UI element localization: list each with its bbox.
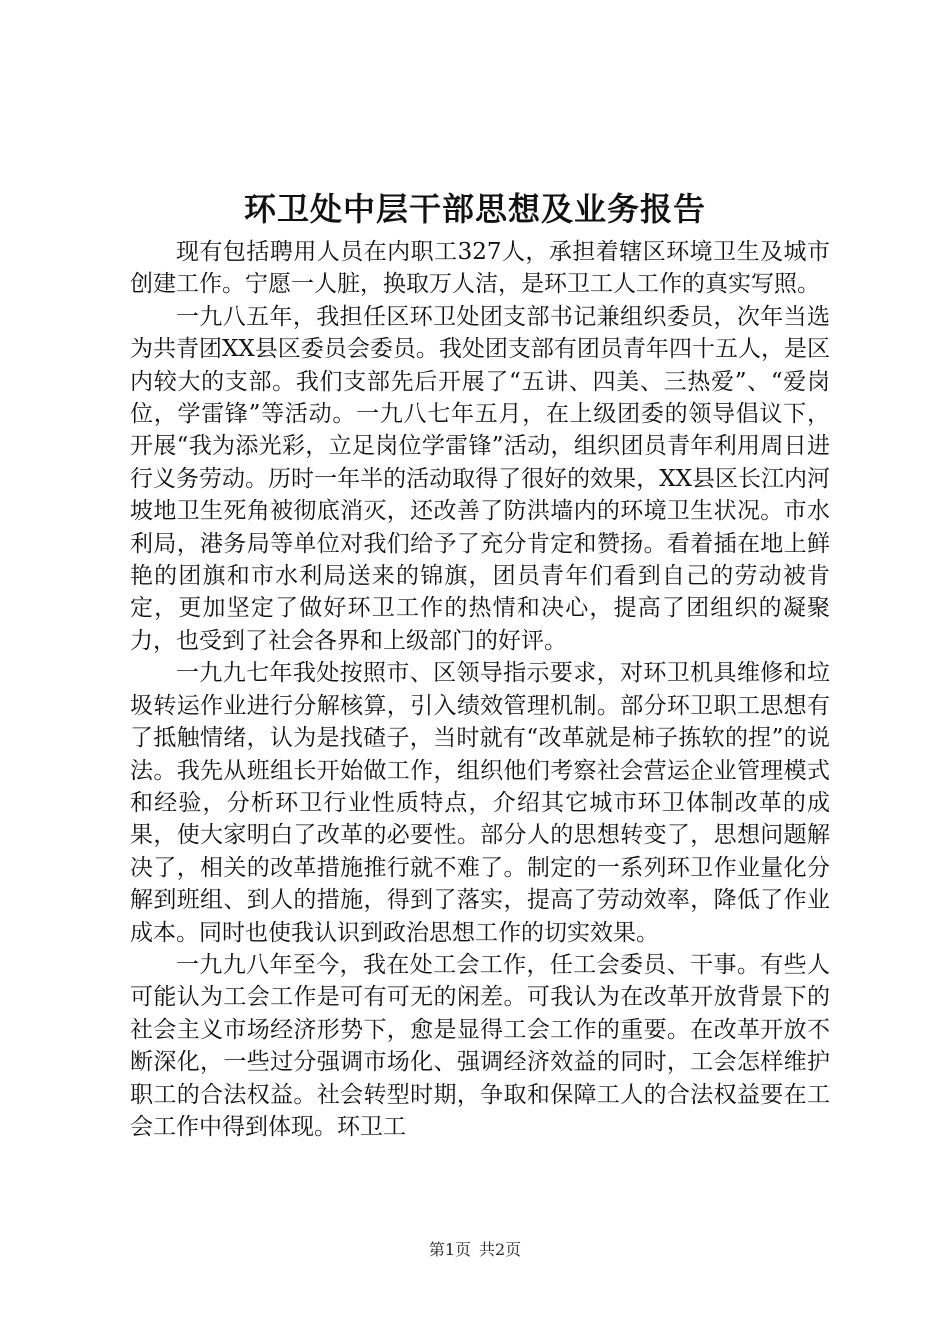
paragraph-3: 一九九七年我处按照市、区领导指示要求，对环卫机具维修和垃圾转运作业进行分解核算，引入绩效管理机制。部分环卫职工思想有了抵触情绪，认为是找碴子，当时就有“改革就是柿子拣软的捏”的说法。我先从班组长开始做工作，组织他们考察社会营运企业管理模式和经验，分析环卫行业性质特点，介绍其它城市环卫体制改革的成果，使大家明白了改革的必要性。部分人的思想转变了，思想问题解决了，相关的改革措施推行就不难了。制定的一系列环卫作业量化分解到班组、到人的措施，得到了落实，提高了劳动效率，降低了作业成本。同时也使我认识到政治思想工作的切实效果。: [130, 660, 830, 946]
page-footer: [0, 1238, 950, 1262]
document-title: 环卫处中层干部思想及业务报告: [243, 190, 706, 228]
paragraph-2: 一九八五年，我担任区环卫处团支部书记兼组织委员，次年当选为共青团XX县区委员会委员。我处团支部有团员青年四十五人，是区内较大的支部。我们支部先后开展了“五讲、四美、三热爱”、“爱岗位，学雷锋”等活动。一九八七年五月，在上级团委的领导倡议下，开展“我为添光彩，立足岗位学雷锋”活动，组织团员青年利用周日进行义务劳动。历时一年半的活动取得了很好的效果，XX县区长江内河坡地卫生死角被彻底消灭，还改善了防洪墙内的环境卫生状况。市水利局，港务局等单位对我们给予了充分肯定和赞扬。看着插在地上鲜艳的团旗和市水利局送来的锦旗，团员青年们看到自己的劳动被肯定，更加坚定了做好环卫工作的热情和决心，提高了团组织的凝聚力，也受到了社会各界和上级部门的好评。: [130, 303, 830, 654]
paragraph-4: 一九九八年至今，我在处工会工作，任工会委员、干事。有些人可能认为工会工作是可有可无的闲差。可我认为在改革开放背景下的社会主义市场经济形势下，愈是显得工会工作的重要。在改革开放不断深化，一些过分强调市场化、强调经济效益的同时，工会怎样维护职工的合法权益。社会转型时期，争取和保障工人的合法权益要在工会工作中得到体现。环卫工: [130, 951, 830, 1140]
page-number: 第1页: [428, 1240, 471, 1259]
paragraph-1: 现有包括聘用人员在内职工327人，承担着辖区环境卫生及城市创建工作。宁愿一人脏，换取万人洁，是环卫工人工作的真实写照。: [130, 239, 830, 298]
document-body: [130, 236, 830, 1143]
page-total: 共2页: [479, 1240, 522, 1259]
